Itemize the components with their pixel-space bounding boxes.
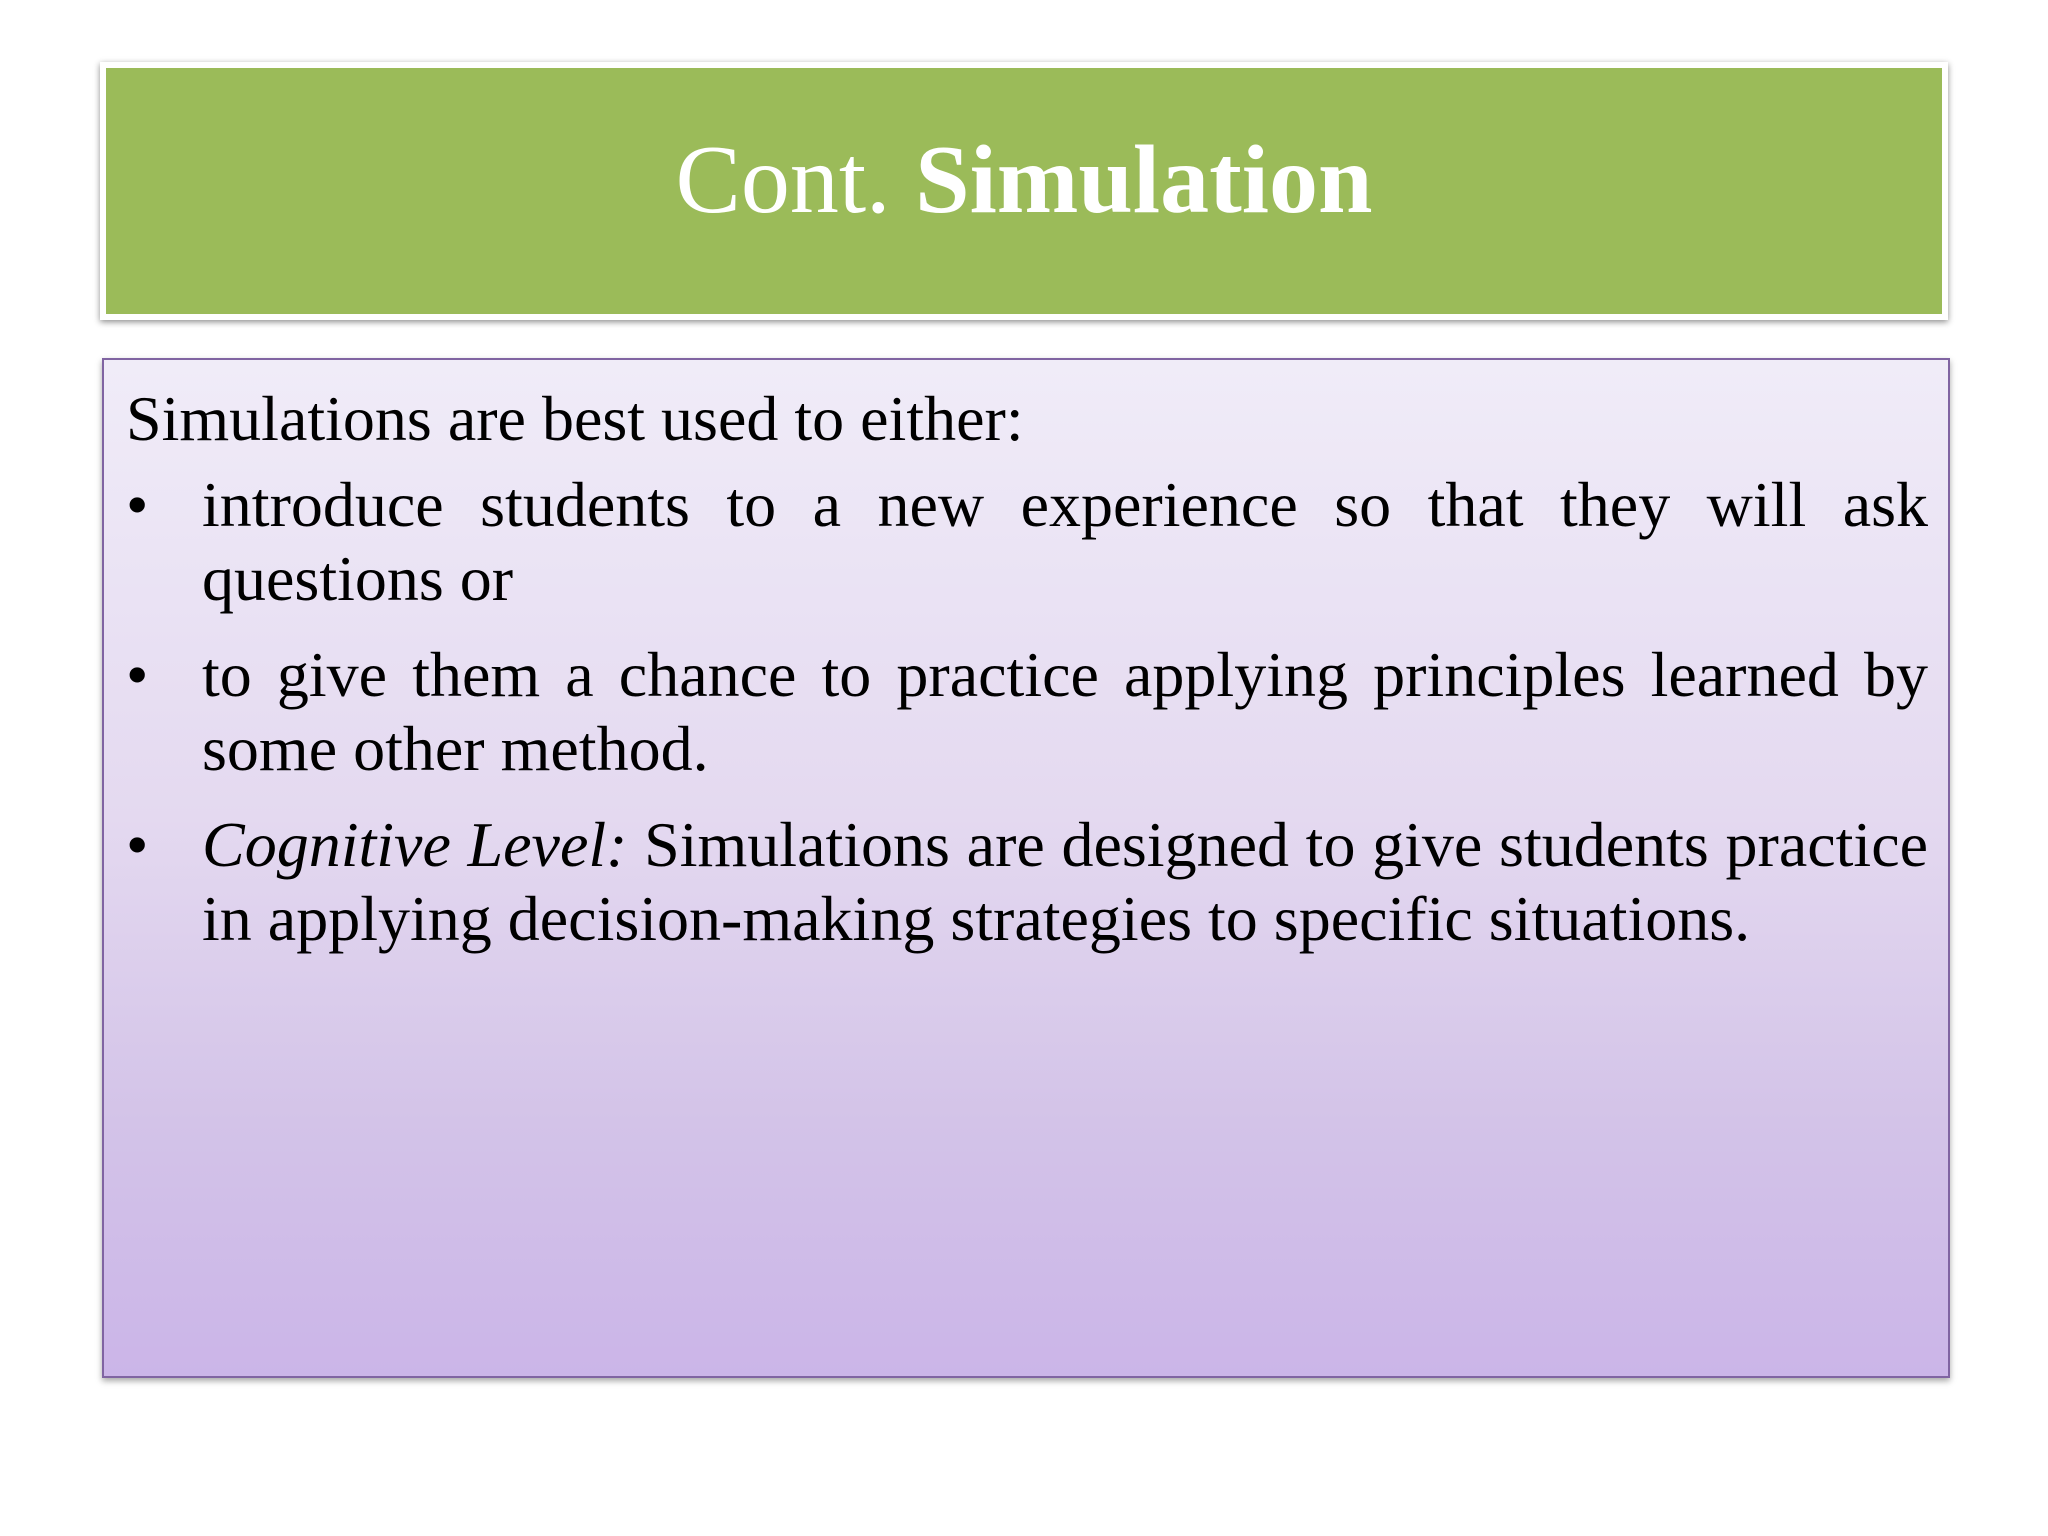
- intro-text: Simulations are best used to either:: [126, 383, 1024, 454]
- bullet-lead: Cognitive Level:: [202, 809, 628, 880]
- content-box: [102, 358, 1950, 1378]
- bullet-dot-icon: •: [126, 469, 149, 540]
- bullet-list: [126, 468, 1928, 956]
- bullet-item: [126, 468, 1928, 616]
- bullet-text: [202, 639, 1928, 784]
- title-bold: Simulation: [915, 126, 1373, 234]
- bullet-body: Simulations are designed to give students practice in applying decision-making strategies to specific situations.: [202, 809, 1929, 954]
- bullet-text: [202, 469, 1928, 614]
- bullet-text: [202, 809, 1928, 954]
- bullet-body: to give them a chance to practice applying principles learned by some other method.: [202, 639, 1928, 784]
- slide-title: [675, 126, 1373, 234]
- bullet-dot-icon: •: [126, 639, 149, 710]
- bullet-item: [126, 638, 1928, 786]
- bullet-dot-icon: •: [126, 809, 149, 880]
- bullet-body: introduce students to a new experience so that they will ask questions or: [202, 469, 1928, 614]
- title-box: [100, 62, 1948, 320]
- title-prefix: Cont.: [675, 126, 916, 234]
- bullet-item: [126, 808, 1928, 956]
